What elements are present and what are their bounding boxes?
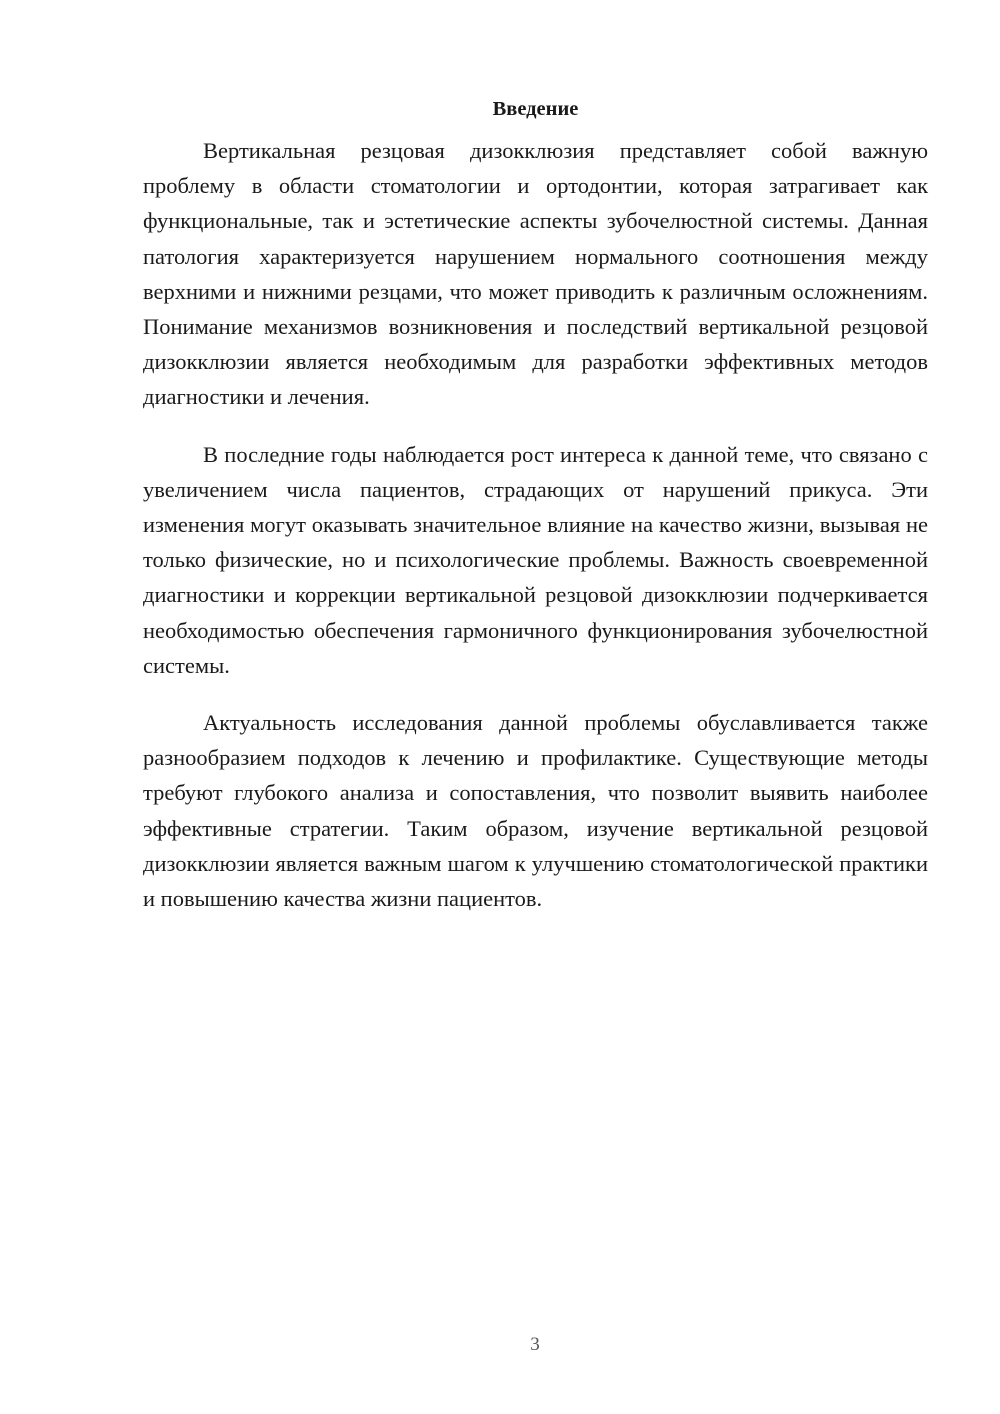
document-page	[143, 92, 928, 938]
page-number: 3	[530, 1334, 540, 1355]
section-heading: Введение	[492, 98, 579, 120]
paragraph-3: Актуальность исследования данной проблемы обуславливается также разнообразием подходов к лечению и профилактике. Существующие методы требуют глубокого анализа и сопоставления, что позволит выявить наиболее эффективные стратегии. Таким образом, изучение вертикальной резцовой дизокклюзии является важным шагом к улучшению стоматологической практики и повышению качества жизни пациентов.	[143, 710, 928, 912]
paragraph-1: Вертикальная резцовая дизокклюзия представляет собой важную проблему в области стоматологии и ортодонтии, которая затрагивает как функциональные, так и эстетические аспекты зубочелюстной системы. Данная патология характеризуется нарушением нормального соотношения между верхними и нижними резцами, что может приводить к различным осложнениям. Понимание механизмов возникновения и последствий вертикальной резцовой дизокклюзии является необходимым для разработки эффективных методов диагностики и лечения.	[143, 138, 928, 410]
paragraph-2: В последние годы наблюдается рост интереса к данной теме, что связано с увеличением числа пациентов, страдающих от нарушений прикуса. Эти изменения могут оказывать значительное влияние на качество жизни, вызывая не только физические, но и психологические проблемы. Важность своевременной диагностики и коррекции вертикальной резцовой дизокклюзии подчеркивается необходимостью обеспечения гармоничного функционирования зубочелюстной системы.	[143, 441, 928, 678]
